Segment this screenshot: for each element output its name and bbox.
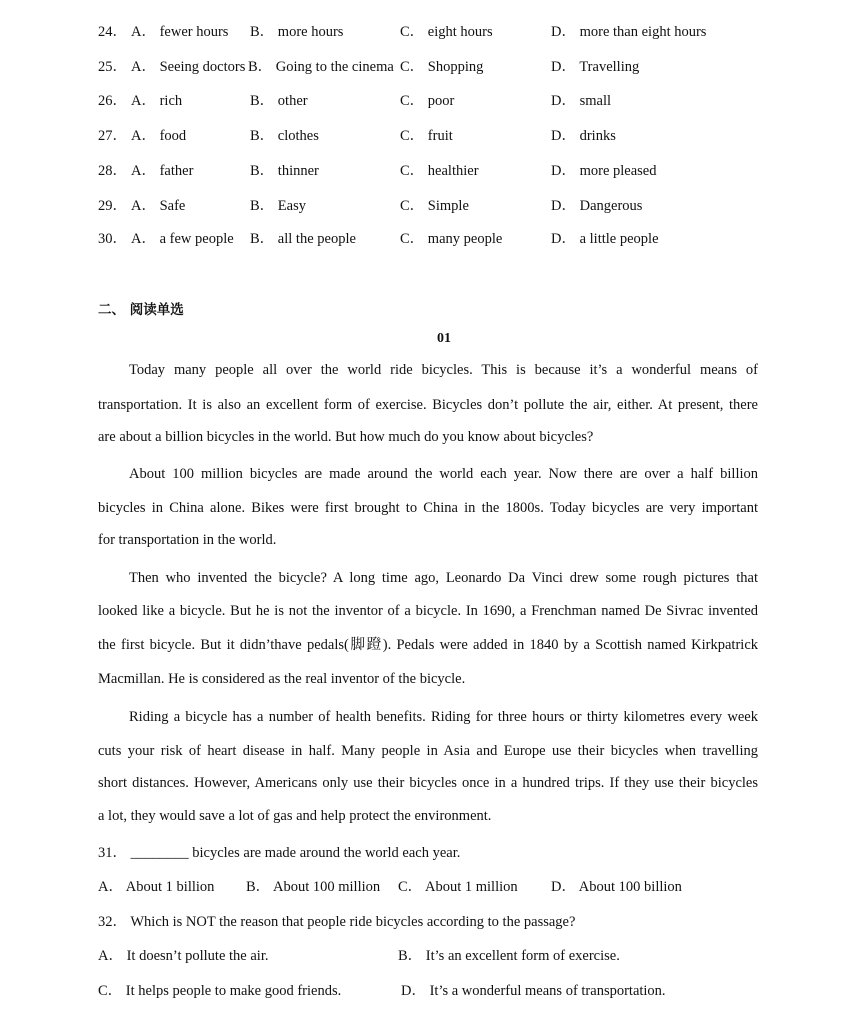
passage-number: 01 [437,331,451,346]
option-a: A． Safe [131,198,186,214]
option-c: C． Shopping [400,59,484,75]
option-b: B． clothes [250,128,319,144]
option-b: B． Easy [250,198,306,214]
question-number: 25． [98,59,127,75]
passage-line: Today many people all over the world ride bicycles. This is because it’s a wonderful means of [129,362,758,378]
option-c: C． Simple [400,198,469,214]
options-row [98,91,818,111]
passage-line: Macmillan. He is considered as the real inventor of the bicycle. [98,671,466,687]
passage-line: the first bicycle. But it didn’thave pedals(脚蹬). Pedals were added in 1840 by a Scottish named Kirkpatrick [98,637,758,653]
option-c: C． eight hours [400,24,493,40]
option-a: A． rich [131,93,183,109]
answer-option-c: C． About 1 million [398,879,518,895]
answer-option-d: D． About 100 billion [551,879,682,895]
question-number: 26． [98,93,127,109]
option-d: D． more than eight hours [551,24,707,40]
passage-line: Riding a bicycle has a number of health benefits. Riding for three hours or thirty kilometres every week [129,709,758,725]
passage-line: cuts your risk of heart disease in half. Many people in Asia and Europe use their bicycles when travelling [98,743,758,759]
answer-option-c: C． It helps people to make good friends. [98,983,342,999]
question-number: 28． [98,163,127,179]
question-number: 30． [98,231,127,247]
answer-option-d: D． It’s a wonderful means of transportation. [401,983,666,999]
answer-options [98,877,818,897]
passage-line: Then who invented the bicycle? A long time ago, Leonardo Da Vinci drew some rough pictures that [129,570,758,586]
option-c: C． poor [400,93,455,109]
passage-line: transportation. It is also an excellent form of exercise. Bicycles don’t pollute the air, either. At present, there [98,397,758,413]
answer-options [98,946,818,966]
question-number: 24． [98,24,127,40]
section-heading: 二、 阅读单选 [98,302,184,318]
answer-option-a: A． It doesn’t pollute the air. [98,948,269,964]
question-number: 29． [98,198,127,214]
question-number: 27． [98,128,127,144]
options-row [98,22,818,42]
question-stem: 32． Which is NOT the reason that people ride bicycles according to the passage? [98,914,576,930]
option-a: A． father [131,163,194,179]
question-stem: 31． ________ bicycles are made around the world each year. [98,845,461,861]
options-row [98,196,818,216]
option-d: D． a little people [551,231,659,247]
passage-line: a lot, they would save a lot of gas and help protect the environment. [98,808,492,824]
passage-line: short distances. However, Americans only use their bicycles once in a hundred trips. If they use their bicycles [98,775,758,791]
option-c: C． fruit [400,128,453,144]
options-row [98,126,818,146]
option-d: D． Dangerous [551,198,643,214]
passage-line: About 100 million bicycles are made around the world each year. Now there are over a half billion [129,466,758,482]
option-b: B． more hours [250,24,344,40]
option-b: B． other [250,93,308,109]
option-c: C． many people [400,231,503,247]
option-c: C． healthier [400,163,479,179]
option-d: D． Travelling [551,59,640,75]
passage-line: for transportation in the world. [98,532,277,548]
passage-line: bicycles in China alone. Bikes were first brought to China in the 1800s. Today bicycles are very important [98,500,758,516]
answer-option-b: B． It’s an excellent form of exercise. [398,948,620,964]
option-b: B． thinner [250,163,319,179]
option-a: A． fewer hours [131,24,229,40]
option-d: D． more pleased [551,163,657,179]
option-b: B． Going to the cinema [248,59,394,75]
option-a: A． food [131,128,187,144]
passage-line: looked like a bicycle. But he is not the inventor of a bicycle. In 1690, a Frenchman named De Sivrac invented [98,603,758,619]
options-row [98,57,818,77]
passage-line: are about a billion bicycles in the world. But how much do you know about bicycles? [98,429,594,445]
option-d: D． small [551,93,612,109]
option-d: D． drinks [551,128,616,144]
option-b: B． all the people [250,231,356,247]
answer-options [98,981,818,1001]
answer-option-a: A． About 1 billion [98,879,215,895]
options-row [98,161,818,181]
answer-option-b: B． About 100 million [246,879,381,895]
options-row [98,229,818,249]
option-a: A． Seeing doctors [131,59,246,75]
option-a: A． a few people [131,231,234,247]
